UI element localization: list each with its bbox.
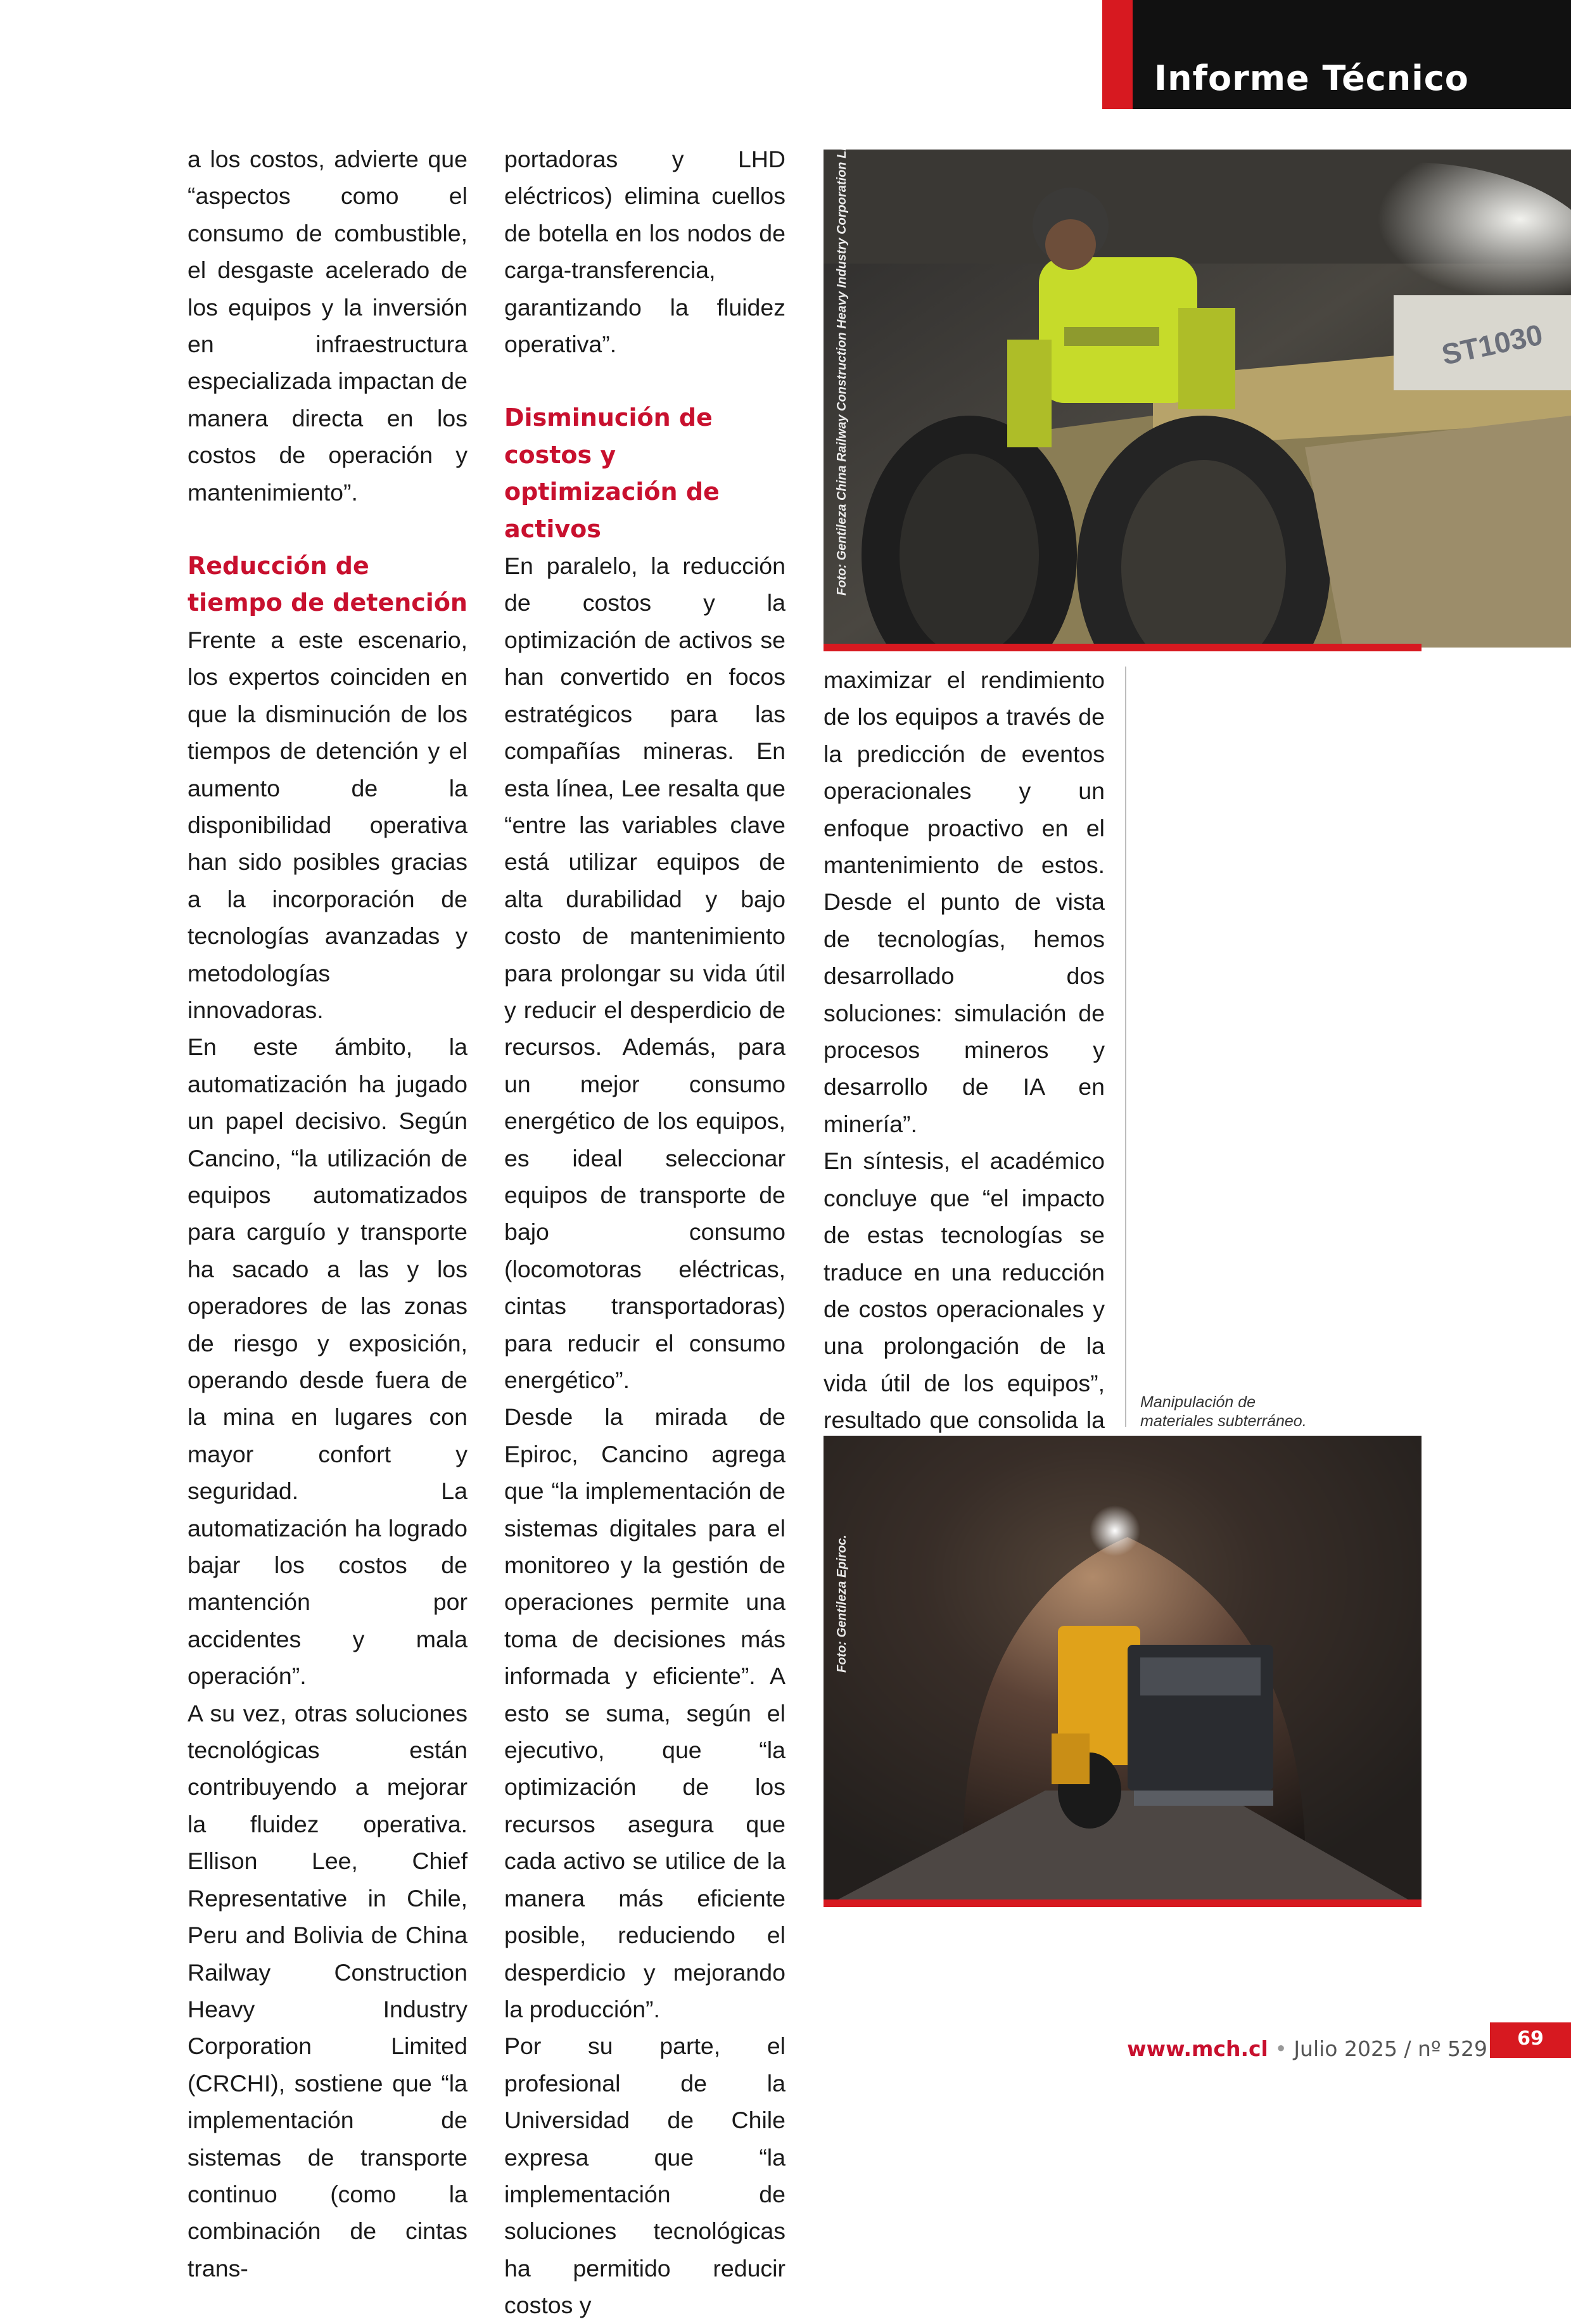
machine-plate: ST1030 — [1439, 317, 1546, 371]
body-paragraph: En paralelo, la reducción de costos y la optimización de activos se han convertido en focos estratégicos para las compañías mineras. En esta línea, Lee resalta que “entre las variables clave está utilizar equipos de alta durabilidad y bajo costo de mantenimiento para prolongar su vida útil y reducir el desperdicio de recursos. Además, para un mejor consumo energético de los equipos, es ideal seleccionar equipos de transporte de bajo consumo (locomotoras eléctricas, cintas transportadoras) para reducir el consumo energético”. — [504, 552, 786, 1393]
photo-red-bar — [824, 644, 1422, 651]
section-title: Informe Técnico — [1154, 58, 1469, 98]
header-red-tab — [1102, 0, 1133, 109]
photo-tunnel-machine — [824, 1436, 1422, 1907]
photo-credit: Foto: Gentileza China Railway Construction Heavy Industry Corporation Limited. — [835, 110, 849, 596]
footer-separator: • — [1268, 2036, 1294, 2061]
footer-url[interactable]: www.mch.cl — [1127, 2036, 1268, 2061]
photo-lhd-operator — [824, 150, 1571, 648]
closing-text: En síntesis, el académico concluye que “el impacto de estas tecnologías se traduce en una reducción de costos operacionales y una prolongación de la vida útil de los equipos”, resultado que consolida la — [824, 1147, 1105, 1434]
body-paragraph: a los costos, advierte que “aspectos como el consumo de combustible, el desgaste acelerado de los equipos y la inversión en infraestructura especializada impactan de manera directa en los costos de operación y mantenimiento”. — [188, 146, 467, 506]
column-1 — [188, 141, 467, 2287]
body-paragraph: A su vez, otras soluciones tecnológicas están contribuyendo a mejorar la fluidez operativa. Ellison Lee, Chief Representative in Chile, Peru and Bolivia de China Railway Construction Heavy Industry Corporation Limited (CRCHI), sostiene que “la implementación de sistemas de transporte continuo (como la combinación de cintas trans- — [188, 1699, 467, 2282]
photo-red-bar — [824, 1899, 1422, 1907]
footer-issue: Julio 2025 / nº 529 — [1294, 2036, 1487, 2061]
column-divider — [1125, 667, 1126, 1427]
body-paragraph: Frente a este escenario, los expertos coinciden en que la disminución de los tiempos de detención y el aumento de la disponibilidad operativa han sido posibles gracias a la incorporación de tecnologías avanzadas y metodologías innovadoras. — [188, 626, 467, 1023]
body-paragraph: Desde la mirada de Epiroc, Cancino agrega que “la implementación de sistemas digitales para el monitoreo y la gestión de operaciones permite una toma de decisiones más informada y eficiente”. A esto se suma, según el ejecutivo, que “la optimización de los recursos asegura que cada activo se utilice de la manera más eficiente posible, reduciendo el desperdicio y mejorando la producción”. — [504, 1403, 786, 2022]
body-paragraph: portadoras y LHD eléctricos) elimina cuellos de botella en los nodos de carga-transferencia, garantizando la fluidez operativa”. — [504, 146, 786, 358]
body-paragraph: Por su parte, el profesional de la Universidad de Chile expresa que “la implementación de soluciones tecnológicas ha permitido reducir costos y — [504, 2033, 786, 2319]
photo-credit: Foto: Gentileza Epiroc. — [835, 1535, 849, 1673]
footer-info — [1127, 2036, 1487, 2061]
body-paragraph: maximizar el rendimiento de los equipos a través de la predicción de eventos operacionales y un enfoque proactivo en el mantenimiento de estos. Desde el punto de vista de tecnologías, hemos desarrollado dos soluciones: simulación de procesos mineros y desarrollo de IA en minería”. — [824, 667, 1105, 1137]
subheading-reduccion: Reducción de tiempo de detención — [188, 552, 467, 617]
page-number: 69 — [1517, 2027, 1544, 2050]
body-paragraph: En este ámbito, la automatización ha jugado un papel decisivo. Según Cancino, “la utilización de equipos automatizados para carguío y transporte ha sacado a las y los operadores de las zonas de riesgo y exposición, operando desde fuera de la mina en lugares con mayor confort y seguridad. La automatización ha logrado bajar los costos de mantención por accidentes y mala operación”. — [188, 1033, 467, 1690]
column-2 — [504, 141, 786, 2324]
subheading-disminucion: Disminución de costos y optimización de activos — [504, 404, 720, 543]
photo-caption: Manipulación de materiales subterráneo. — [1140, 1393, 1307, 1430]
